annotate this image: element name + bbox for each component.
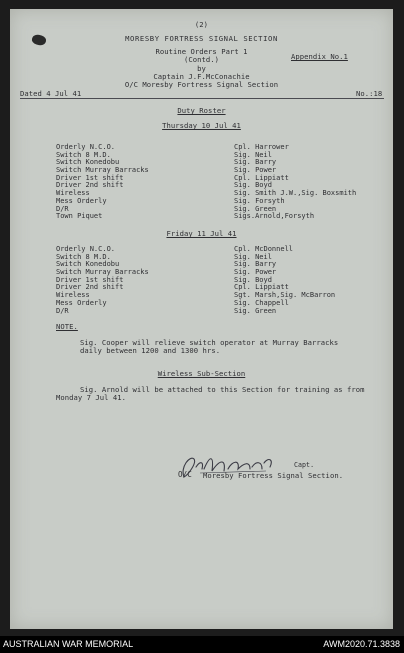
footer-accession-number: AWM2020.71.3838 (323, 639, 400, 649)
duty-cell: D/R (56, 204, 69, 213)
duty-cell: Wireless (56, 291, 90, 300)
duty-cell: D/R (56, 306, 69, 315)
name-cell: Sig. Forsyth (234, 196, 285, 205)
document-page (10, 9, 393, 629)
name-cell: Sig. Smith J.W.,Sig. Boxsmith (234, 189, 357, 198)
appendix-label: Appendix No.1 (291, 52, 348, 61)
duty-cell: Driver 1st shift (56, 275, 124, 284)
orders-contd: (Contd.) (183, 55, 220, 64)
duty-cell: Wireless (56, 189, 90, 198)
name-cell: Cpl. Lippiatt (234, 283, 289, 292)
name-cell: Sig. Green (234, 204, 277, 213)
wireless-text-line: Monday 7 Jul 41. (56, 393, 127, 402)
duty-cell: Switch Konedobu (56, 158, 120, 167)
name-cell: Sig. Barry (234, 158, 277, 167)
signature-rank: Capt. (294, 461, 315, 469)
duty-cell: Town Piquet (56, 212, 103, 221)
name-cell: Sig. Boyd (234, 181, 272, 190)
orders-author: Captain J.F.McConachie (153, 72, 250, 81)
signature-prefix: O/C (178, 470, 192, 479)
footer-institution: AUSTRALIAN WAR MEMORIAL (3, 639, 134, 649)
header-rule (20, 98, 384, 99)
name-cell: Cpl. Harrower (234, 143, 289, 151)
duty-cell: Mess Orderly (56, 298, 107, 307)
name-cell: Sgt. Marsh,Sig. McBarron (234, 291, 336, 300)
duty-cell: Orderly N.C.O. (56, 143, 116, 151)
note-text-line: Sig. Cooper will relieve switch operator at Murray Barracks (80, 338, 339, 347)
name-cell: Sig. Chappell (234, 298, 289, 307)
note-text-line: daily between 1200 and 1300 hrs. (80, 346, 221, 355)
unit-title: MORESBY FORTRESS SIGNAL SECTION (125, 34, 278, 43)
name-cell: Sig. Green (234, 306, 277, 315)
name-cell: Sig. Power (234, 268, 277, 277)
duty-cell: Mess Orderly (56, 196, 107, 205)
name-cell: Sigs.Arnold,Forsyth (234, 212, 315, 221)
duty-cell: Switch Murray Barracks (56, 166, 149, 175)
page-number: (2) (194, 20, 209, 29)
duty-roster-heading: Duty Roster (177, 106, 226, 115)
roster-day-heading: Thursday 10 Jul 41 (162, 121, 241, 130)
name-cell: Sig. Boyd (234, 275, 272, 284)
name-cell: Sig. Neil (234, 252, 272, 261)
name-cell: Sig. Power (234, 166, 277, 175)
name-cell: Cpl. McDonnell (234, 245, 294, 253)
duty-cell: Driver 1st shift (56, 173, 124, 182)
order-number: No.:18 (356, 89, 383, 98)
orders-author-role: O/C Moresby Fortress Signal Section (124, 80, 279, 89)
duty-cell: Switch 8 M.D. (56, 252, 111, 261)
duty-cell: Driver 2nd shift (56, 181, 124, 190)
wireless-text-line: Sig. Arnold will be attached to this Section for training as from (80, 385, 365, 394)
duty-cell: Orderly N.C.O. (56, 245, 116, 253)
wireless-heading: Wireless Sub-Section (157, 369, 246, 378)
duty-cell: Switch Murray Barracks (56, 268, 149, 277)
archive-footer (0, 636, 404, 653)
name-cell: Sig. Neil (234, 150, 272, 159)
dated-label: Dated 4 Jul 41 (20, 89, 82, 98)
roster-day-heading: Friday 11 Jul 41 (166, 229, 237, 238)
name-cell: Sig. Barry (234, 260, 277, 269)
orders-title: Routine Orders Part 1 (155, 47, 248, 56)
duty-cell: Switch Konedobu (56, 260, 120, 269)
duty-cell: Driver 2nd shift (56, 283, 124, 292)
name-cell: Cpl. Lippiatt (234, 173, 289, 182)
note-label: NOTE. (56, 322, 78, 331)
orders-by: by (197, 64, 206, 73)
duty-cell: Switch 8 M.D. (56, 150, 111, 159)
signature-title: Moresby Fortress Signal Section. (203, 471, 344, 480)
